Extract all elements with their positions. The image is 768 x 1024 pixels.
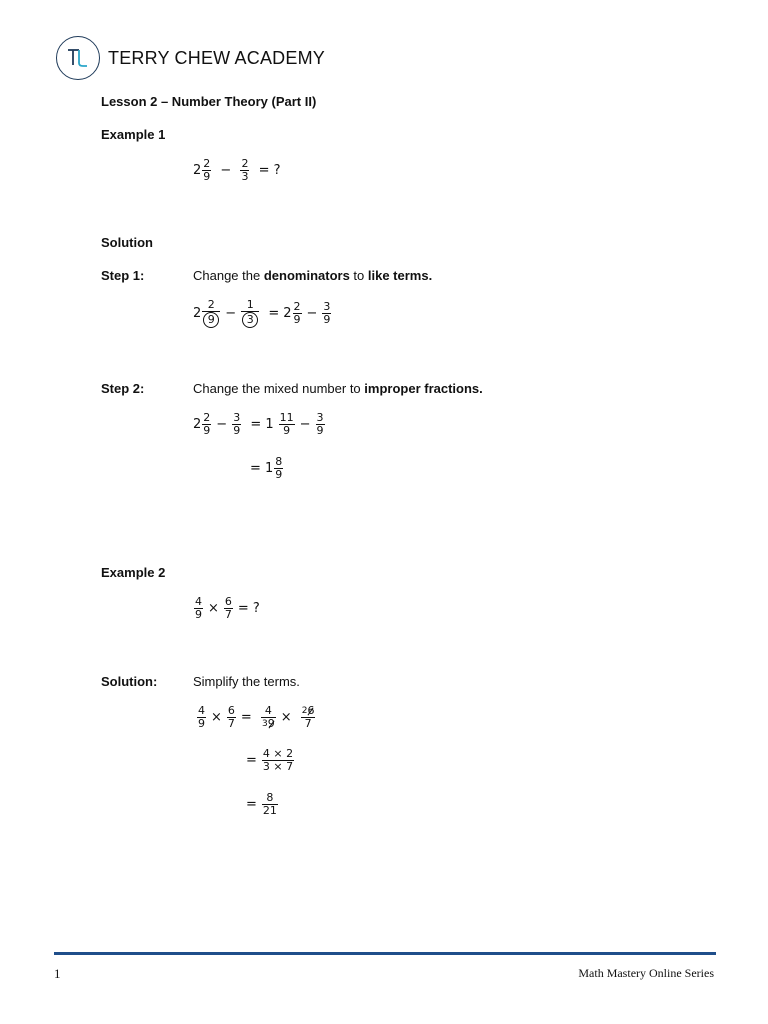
step2-text: Change the mixed number to improper fractions. — [193, 381, 483, 396]
example2-solution-text: Simplify the terms. — [193, 674, 300, 689]
series-name: Math Mastery Online Series — [578, 966, 714, 980]
example2-question: $\frac{4}{9}$ × $\frac{6}{7}$ = ? — [195, 595, 260, 621]
step2-equation1: 2 $\frac{2}{9}$ − $\frac{3}{9}$ = 1 $\frac{11}{9}$ − $\frac{3}{9}$ — [193, 411, 324, 437]
step2-equation2: = 1 $\frac{8}{9}$ — [250, 455, 283, 481]
step1-text: Change the denominators to like terms. — [193, 268, 433, 283]
step1-label: Step 1: — [101, 268, 145, 283]
example2-line1: $\frac{4}{9}$ × $\frac{6}{7}$ = $\frac{4}{^39}$ × $\frac{^26}{7}$ — [198, 704, 315, 730]
example2-label: Example 2 — [101, 565, 166, 580]
step1-equation: 2 $\frac{2}{9}$ − $\frac{1}{3}$ = 2 $\frac{2}{9}$ − $\frac{3}{9}$ — [193, 298, 331, 326]
academy-logo — [56, 36, 100, 80]
example2-line3: = $\frac{8}{21}$ — [246, 791, 277, 817]
lesson-title: Lesson 2 – Number Theory (Part II) — [101, 94, 317, 109]
page-number: 1 — [54, 966, 61, 981]
reduced-denominator: 3 — [261, 719, 268, 729]
circled-denominator: 9 — [203, 312, 219, 328]
reduced-numerator: 2 — [301, 706, 308, 716]
solution-label: Solution — [101, 235, 153, 250]
ex1-frac2: $\frac{2}{3}$ — [241, 157, 249, 183]
step2-label: Step 2: — [101, 381, 145, 396]
cancelled-denominator: 9 — [267, 717, 275, 730]
example2-line2: = $\frac{4 \times 2}{3 \times 7}$ — [246, 747, 294, 773]
academy-name: TERRY CHEW ACADEMY — [108, 48, 325, 68]
example1-question: 2 $\frac{2}{9}$ − $\frac{2}{3}$ = ? — [193, 157, 281, 183]
circled-denominator: 3 — [242, 312, 258, 328]
ex1-whole: 2 — [193, 163, 202, 178]
example2-solution-label: Solution: — [101, 674, 158, 689]
ex1-frac1: $\frac{2}{9}$ — [203, 157, 211, 183]
example1-label: Example 1 — [101, 127, 166, 142]
footer-rule — [54, 952, 716, 955]
logo-mark-icon — [57, 37, 98, 78]
cancelled-numerator: 6 — [307, 704, 315, 717]
